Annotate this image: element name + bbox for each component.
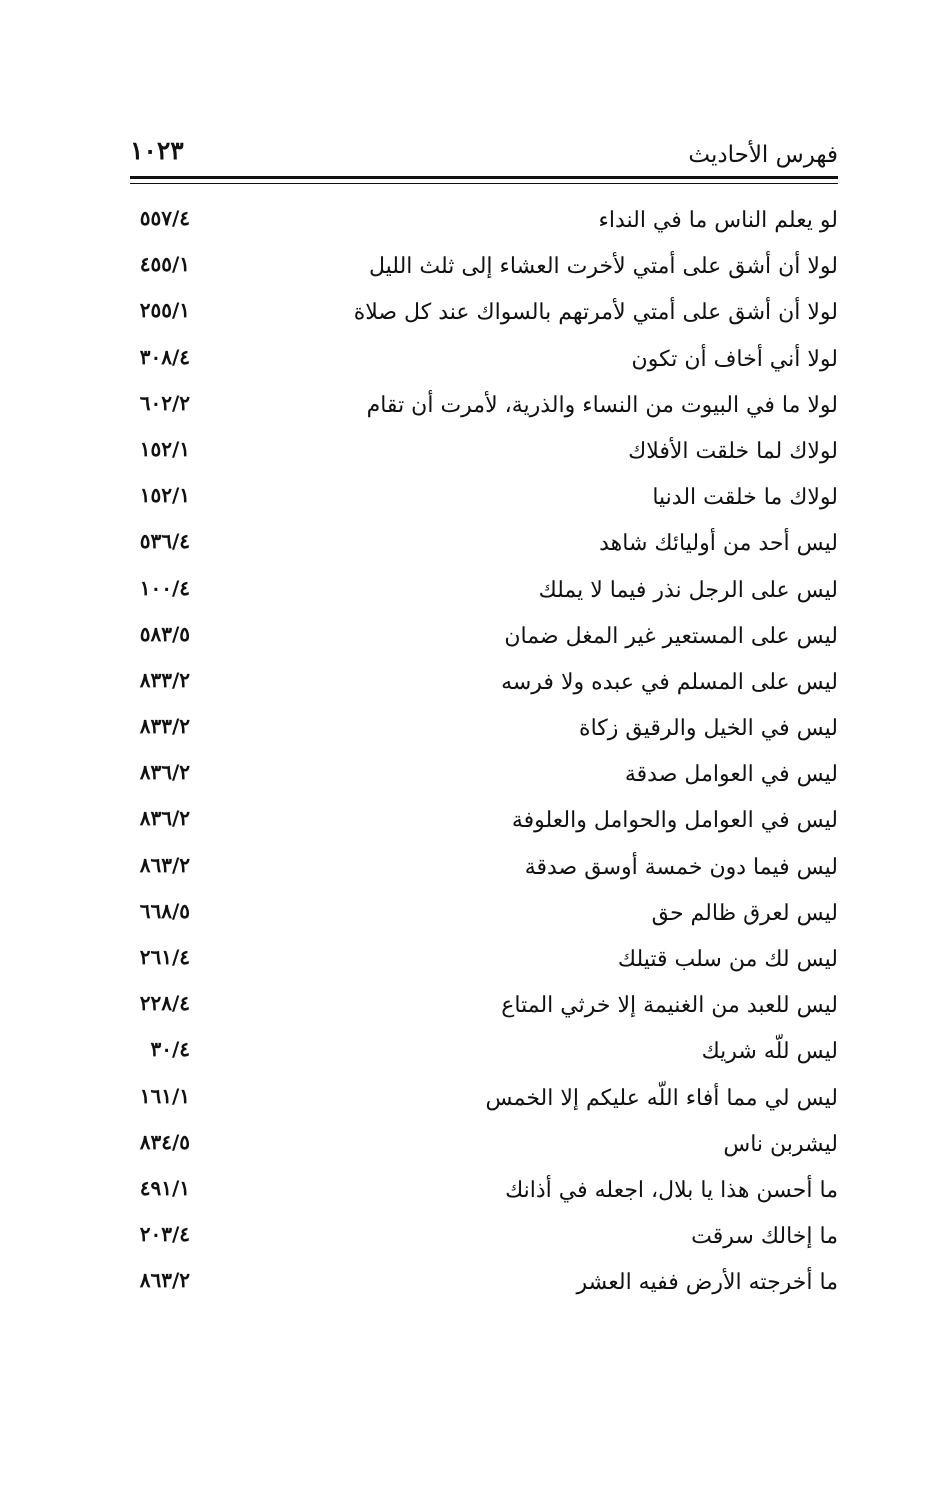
volume-page-ref: ٥٥٧/٤ <box>139 206 190 230</box>
running-title: فهرس الأحاديث <box>688 142 838 168</box>
hadith-text: لولا أن أشق على أمتي لأخرت العشاء إلى ثلث الليل <box>369 254 838 280</box>
page-header <box>130 132 838 176</box>
hadith-text: ليس في الخيل والرقيق زكاة <box>579 716 838 742</box>
hadith-text: ليس لك من سلب قتيلك <box>617 947 838 972</box>
index-entry <box>130 1266 838 1312</box>
volume-page-ref: ٨٦٣/٢ <box>139 852 190 877</box>
volume-page-ref: ٣٠/٤ <box>150 1037 190 1062</box>
index-entry <box>130 481 838 527</box>
hadith-text: لولا أني أخاف أن تكون <box>631 346 838 372</box>
hadith-text: ليشربن ناس <box>723 1131 838 1157</box>
index-entry <box>130 620 838 666</box>
hadith-text: لولا أن أشق على أمتي لأمرتهم بالسواك عند كل صلاة <box>353 300 838 326</box>
volume-page-ref: ٨٣٦/٢ <box>139 806 190 831</box>
index-entry <box>130 758 838 804</box>
hadith-index-list <box>130 204 838 1313</box>
header-rule-thin <box>130 183 838 184</box>
volume-page-ref: ٢٠٣/٤ <box>139 1222 190 1247</box>
index-entry <box>130 897 838 943</box>
hadith-text: ليس على الرجل نذر فيما لا يملك <box>538 577 838 603</box>
volume-page-ref: ٥٣٦/٤ <box>139 529 190 554</box>
hadith-text: ما إخالك سرقت <box>691 1224 838 1250</box>
volume-page-ref: ٢٥٥/١ <box>139 298 190 323</box>
hadith-text: ما أخرجته الأرض ففيه العشر <box>576 1270 838 1296</box>
volume-page-ref: ٢٦١/٤ <box>139 945 190 969</box>
index-entry <box>130 1174 838 1220</box>
volume-page-ref: ٤٩١/١ <box>139 1175 190 1200</box>
volume-page-ref: ٦٠٢/٢ <box>139 390 190 415</box>
page-number: ١٠٢٣ <box>130 136 184 165</box>
hadith-text: ليس على المستعير غير المغل ضمان <box>504 623 838 649</box>
header-rule-thick <box>130 176 838 179</box>
volume-page-ref: ٦٦٨/٥ <box>139 898 190 923</box>
hadith-text: لولاك ما خلقت الدنيا <box>652 485 838 511</box>
index-entry <box>130 943 838 989</box>
hadith-text: ليس فيما دون خمسة أوسق صدقة <box>524 854 838 880</box>
hadith-text: ما أحسن هذا يا بلال، اجعله في أذانك <box>505 1177 838 1203</box>
volume-page-ref: ٨٣٣/٢ <box>139 667 190 692</box>
hadith-text: ليس في العوامل والحوامل والعلوفة <box>511 808 838 834</box>
hadith-text: لولاك لما خلقت الأفلاك <box>628 438 838 464</box>
volume-page-ref: ١٦١/١ <box>139 1083 190 1108</box>
hadith-text: ليس على المسلم في عبده ولا فرسه <box>501 669 838 695</box>
volume-page-ref: ١٠٠/٤ <box>139 575 190 600</box>
volume-page-ref: ٨٣٣/٢ <box>139 714 190 739</box>
index-entry <box>130 1035 838 1081</box>
index-entry <box>130 527 838 573</box>
index-entry <box>130 343 838 389</box>
index-entry <box>130 712 838 758</box>
hadith-text: لولا ما في البيوت من النساء والذرية، لأمرت أن تقام <box>366 392 838 418</box>
hadith-text: ليس لعرق ظالم حق <box>651 900 838 926</box>
index-entry <box>130 435 838 481</box>
volume-page-ref: ٨٣٦/٢ <box>139 760 190 785</box>
hadith-text: ليس أحد من أوليائك شاهد <box>599 531 838 557</box>
hadith-text: ليس للعبد من الغنيمة إلا خرثي المتاع <box>501 993 838 1019</box>
volume-page-ref: ٥٨٣/٥ <box>139 621 190 646</box>
index-entry <box>130 851 838 897</box>
index-entry <box>130 389 838 435</box>
hadith-text: لو يعلم الناس ما في النداء <box>598 208 838 233</box>
hadith-text: ليس للّه شريك <box>701 1039 838 1065</box>
index-entry <box>130 1082 838 1128</box>
index-entry <box>130 804 838 850</box>
volume-page-ref: ١٥٢/١ <box>139 436 190 461</box>
index-entry <box>130 574 838 620</box>
index-entry <box>130 296 838 342</box>
volume-page-ref: ١٥٢/١ <box>139 483 190 508</box>
index-entry <box>130 1128 838 1174</box>
volume-page-ref: ٣٠٨/٤ <box>139 344 190 369</box>
volume-page-ref: ٨٣٤/٥ <box>139 1129 190 1154</box>
index-entry <box>130 989 838 1035</box>
index-entry <box>130 250 838 296</box>
index-entry <box>130 1220 838 1266</box>
volume-page-ref: ٨٦٣/٢ <box>139 1268 190 1293</box>
index-entry <box>130 666 838 712</box>
hadith-text: ليس في العوامل صدقة <box>624 762 838 788</box>
volume-page-ref: ٢٢٨/٤ <box>139 991 190 1016</box>
hadith-text: ليس لي مما أفاء اللّه عليكم إلا الخمس <box>485 1085 838 1111</box>
volume-page-ref: ٤٥٥/١ <box>139 252 190 277</box>
index-entry <box>130 204 838 250</box>
